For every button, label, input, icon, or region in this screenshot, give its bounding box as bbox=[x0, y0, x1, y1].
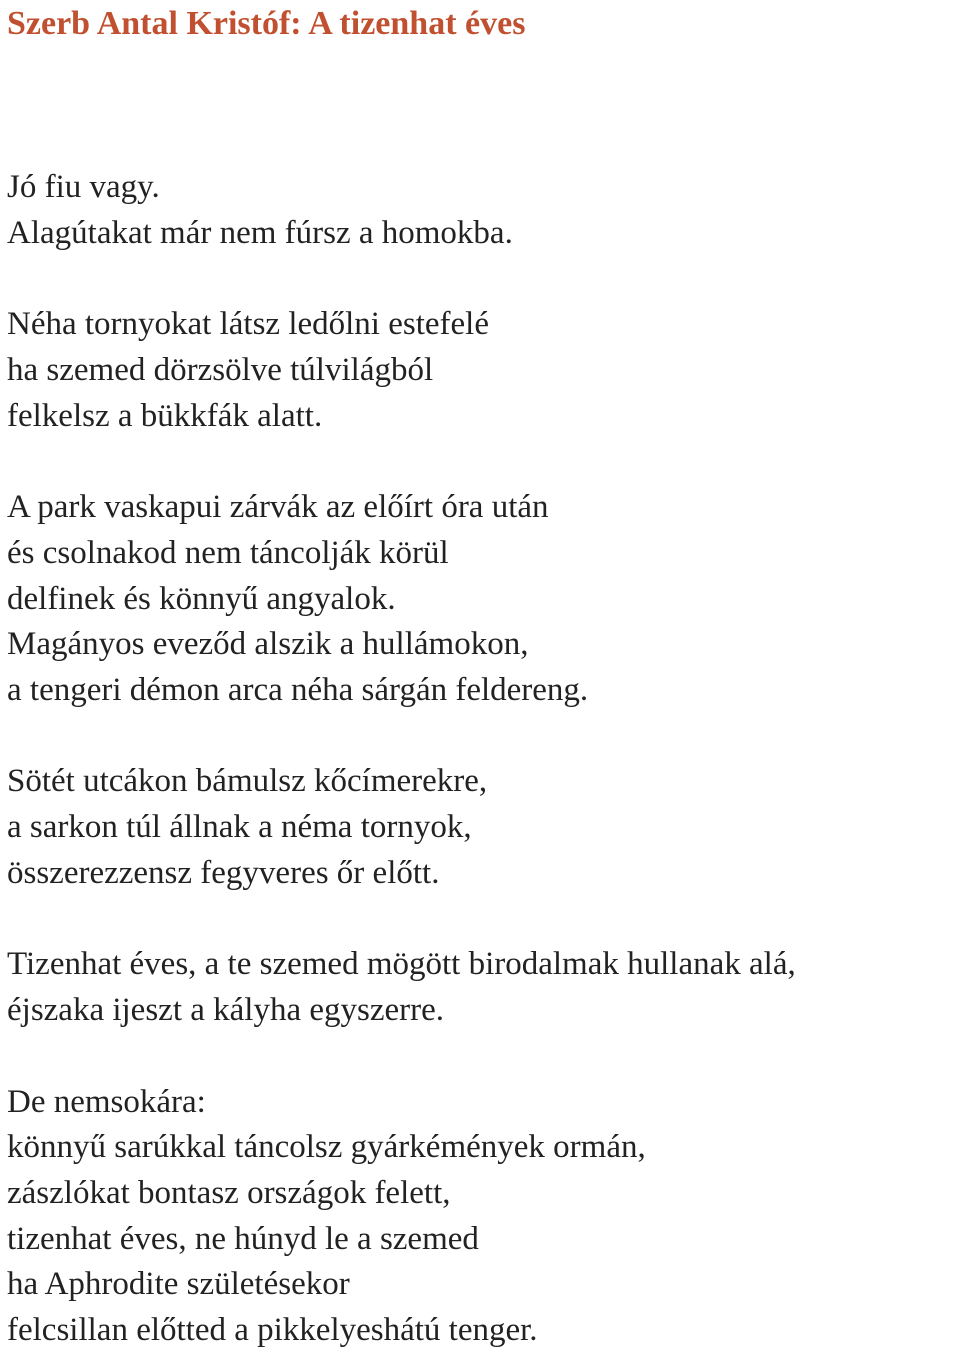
poem-line: zászlókat bontasz országok felett, bbox=[7, 1175, 451, 1211]
poem-title: Szerb Antal Kristóf: A tizenhat éves bbox=[7, 5, 526, 42]
poem-line: Alagútakat már nem fúrsz a homokba. bbox=[7, 215, 513, 251]
poem-line: éjszaka ijeszt a kályha egyszerre. bbox=[7, 992, 445, 1028]
poem-line: A park vaskapui zárvák az előírt óra után bbox=[7, 489, 549, 525]
poem-line: felkelsz a bükkfák alatt. bbox=[7, 398, 323, 434]
poem-line: tizenhat éves, ne húnyd le a szemed bbox=[7, 1221, 479, 1257]
poem-line: Tizenhat éves, a te szemed mögött birodalmak hullanak alá, bbox=[7, 946, 796, 982]
poem-line: delfinek és könnyű angyalok. bbox=[7, 581, 396, 617]
poem-line: Sötét utcákon bámulsz kőcímerekre, bbox=[7, 763, 488, 799]
poem-line: Néha tornyokat látsz ledőlni estefelé bbox=[7, 306, 489, 342]
poem-line: könnyű sarúkkal táncolsz gyárkémények ormán, bbox=[7, 1129, 646, 1165]
poem-line: és csolnakod nem táncolják körül bbox=[7, 535, 449, 571]
poem-line: Jó fiu vagy. bbox=[7, 169, 160, 205]
poem-line: Magányos eveződ alszik a hullámokon, bbox=[7, 626, 529, 662]
poem-line: ha Aphrodite születésekor bbox=[7, 1266, 350, 1302]
poem-line: De nemsokára: bbox=[7, 1084, 206, 1120]
poem-line: a tengeri démon arca néha sárgán feldereng. bbox=[7, 672, 589, 708]
poem-line: a sarkon túl állnak a néma tornyok, bbox=[7, 809, 472, 845]
poem-line: felcsillan előtted a pikkelyeshátú tenger. bbox=[7, 1312, 538, 1348]
poem-line: ha szemed dörzsölve túlvilágból bbox=[7, 352, 434, 388]
poem-line: összerezzensz fegyveres őr előtt. bbox=[7, 855, 440, 891]
